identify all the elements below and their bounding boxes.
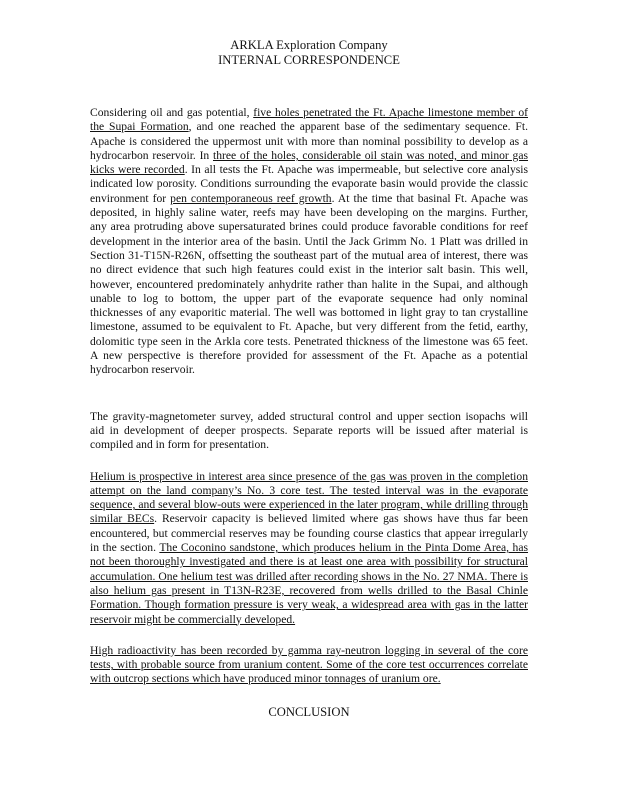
text-segment: . At the time that basinal Ft. Apache was deposited, in highly saline water, reefs may have been developing on the margins. Further, any area protruding above supersaturated brines could produce favorable conditions for reef development in the interior area of the basin. Until the Jack Grimm No. 1 Platt was drilled in Section 31-T15N-R26N, offsetting the southeast part of the mutual area of interest, there was no direct evidence that such high features could exist in the interior salt basin. This well, however, encountered predominately anhydrite rather than halite in the Supai, and although unable to log to bottom, the upper part of the evaporate sequence had only nominal thicknesses of any evaporitic material. The well was bottomed in light gray to tan crystalline limestone, assumed to be equivalent to Ft. Apache, but very different from the fetid, earthy, dolomitic type seen in the Arkla core tests. Penetrated thickness of the limestone was 65 feet. A new perspective is therefore provided for assessment of the Ft. Apache as a potential hydrocarbon reservoir. <box>90 191 528 377</box>
paragraph-helium <box>90 470 528 627</box>
underlined-text: The Coconino sandstone, which produces helium in the Pinta Dome Area, has not been thoroughly investigated and there is at least one area with possibility for structural accumulation. One helium test was drilled after recording shows in the No. 27 NMA. There is also helium gas present in T13N-R23E, recovered from wells drilled to the Basal Chinle Formation. Though formation pressure is very weak, a widespread area with gas in the latter reservoir might be commercially developed. <box>90 541 529 626</box>
text-segment: , and one reached the apparent base of the sedimentary sequence. Ft. Apache is considered the uppermost unit with more than nominal possibility to develop as a hydrocarbon reservoir. In <box>90 120 528 162</box>
document-subtitle: INTERNAL CORRESPONDENCE <box>218 53 400 67</box>
text-segment: Considering oil and gas potential, <box>90 106 254 119</box>
underlined-text: five holes penetrated the Ft. Apache limestone member of the Supai Formation <box>90 106 528 134</box>
text-segment: . In all tests the Ft. Apache was impermeable, but selective core analysis indicated low porosity. Conditions surrounding the evaporate basin would provide the classic environment for <box>90 163 528 205</box>
text-segment: The gravity-magnetometer survey, added structural control and upper section isopachs will aid in development of deeper prospects. Separate reports will be issued after material is compiled and in form for presentation. <box>90 409 528 452</box>
underlined-text: Helium is prospective in interest area since presence of the gas was proven in the completion attempt on the land company’s No. 3 core test. The tested interval was in the evaporate sequence, and several blow-outs were experienced in the later program, while drilling through similar BECs <box>90 469 528 526</box>
underlined-text: pen contemporaneous reef growth <box>170 191 332 205</box>
paragraph-oil-gas <box>90 106 528 378</box>
conclusion-heading: CONCLUSION <box>268 704 350 719</box>
letterhead <box>90 38 528 68</box>
company-name: ARKLA Exploration Company <box>230 38 388 52</box>
underlined-text: three of the holes, considerable oil stain was noted, and minor gas kicks were recorded <box>90 148 529 177</box>
paragraph-radioactivity <box>90 644 528 687</box>
paragraph-gravity-survey <box>90 410 528 453</box>
underlined-text: High radioactivity has been recorded by gamma ray-neutron logging in several of the core tests, with probable source from uranium content. Some of the core test occurrences correlate with outcrop sections which have produced minor tonnages of uranium ore. <box>90 643 528 686</box>
text-segment: . Reservoir capacity is believed limited where gas shows have thus far been encountered, but commercial reserves may be founding course clastics that appear irregularly in the section. <box>90 512 528 555</box>
